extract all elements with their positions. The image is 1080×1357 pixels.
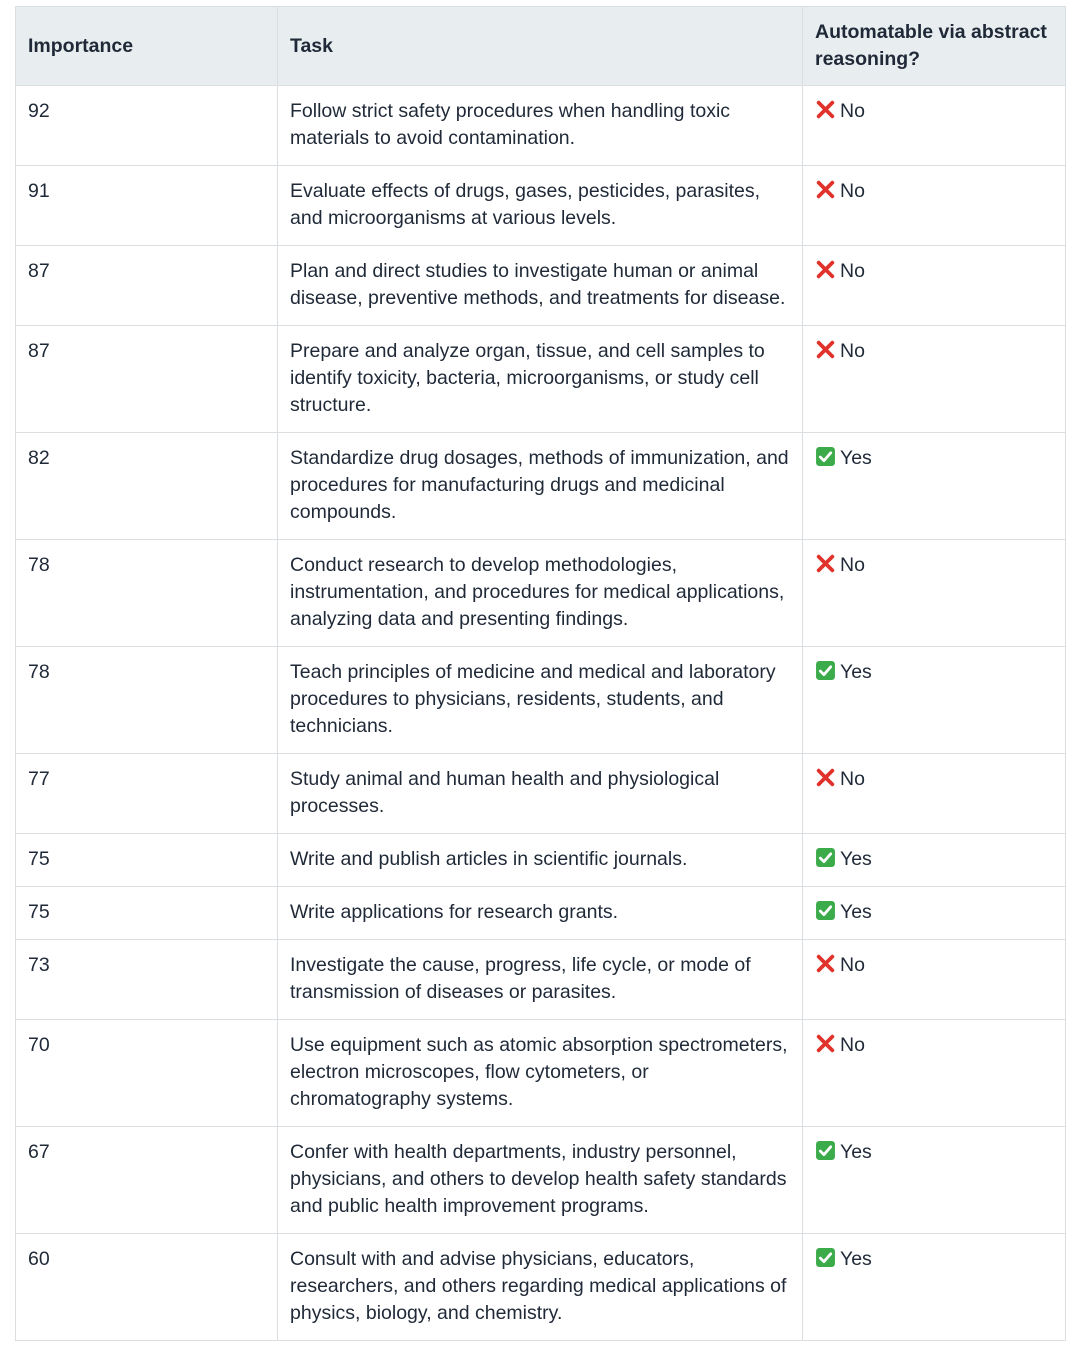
task-cell: Plan and direct studies to investigate human or animal disease, preventive methods, and treatments for disease. bbox=[278, 246, 803, 326]
automatable-cell bbox=[803, 834, 1066, 887]
automatable-cell bbox=[803, 754, 1066, 834]
automatable-verdict: Yes bbox=[840, 661, 872, 683]
check-mark-icon bbox=[815, 900, 836, 921]
task-table bbox=[15, 6, 1066, 1341]
importance-cell: 82 bbox=[16, 433, 278, 540]
table-row bbox=[16, 834, 1066, 887]
table-row bbox=[16, 166, 1066, 246]
importance-cell: 60 bbox=[16, 1234, 278, 1341]
cross-mark-icon bbox=[815, 259, 836, 280]
cross-mark-icon bbox=[815, 953, 836, 974]
importance-cell: 75 bbox=[16, 834, 278, 887]
automatable-verdict: No bbox=[840, 954, 865, 976]
automatable-cell bbox=[803, 540, 1066, 647]
task-cell: Study animal and human health and physiological processes. bbox=[278, 754, 803, 834]
importance-cell: 75 bbox=[16, 887, 278, 940]
task-cell: Prepare and analyze organ, tissue, and cell samples to identify toxicity, bacteria, microorganisms, or study cell structure. bbox=[278, 326, 803, 433]
automatable-cell bbox=[803, 940, 1066, 1020]
task-cell: Conduct research to develop methodologies, instrumentation, and procedures for medical applications, analyzing data and presenting findings. bbox=[278, 540, 803, 647]
table-container bbox=[15, 6, 1065, 1341]
task-cell: Teach principles of medicine and medical and laboratory procedures to physicians, residents, students, and technicians. bbox=[278, 647, 803, 754]
cross-mark-icon bbox=[815, 339, 836, 360]
importance-cell: 78 bbox=[16, 540, 278, 647]
task-cell: Use equipment such as atomic absorption spectrometers, electron microscopes, flow cytometers, or chromatography systems. bbox=[278, 1020, 803, 1127]
importance-cell: 87 bbox=[16, 246, 278, 326]
automatable-verdict: No bbox=[840, 100, 865, 122]
check-mark-icon bbox=[815, 660, 836, 681]
check-mark-icon bbox=[815, 847, 836, 868]
importance-cell: 67 bbox=[16, 1127, 278, 1234]
automatable-cell bbox=[803, 433, 1066, 540]
task-cell: Follow strict safety procedures when handling toxic materials to avoid contamination. bbox=[278, 86, 803, 166]
importance-cell: 92 bbox=[16, 86, 278, 166]
cross-mark-icon bbox=[815, 767, 836, 788]
table-row bbox=[16, 86, 1066, 166]
automatable-cell bbox=[803, 86, 1066, 166]
automatable-verdict: No bbox=[840, 340, 865, 362]
importance-cell: 87 bbox=[16, 326, 278, 433]
table-row bbox=[16, 940, 1066, 1020]
automatable-cell bbox=[803, 647, 1066, 754]
header-task: Task bbox=[278, 7, 803, 86]
cross-mark-icon bbox=[815, 179, 836, 200]
automatable-verdict: No bbox=[840, 768, 865, 790]
task-cell: Standardize drug dosages, methods of immunization, and procedures for manufacturing drugs and medicinal compounds. bbox=[278, 433, 803, 540]
cross-mark-icon bbox=[815, 99, 836, 120]
automatable-cell bbox=[803, 246, 1066, 326]
table-row bbox=[16, 433, 1066, 540]
task-cell: Evaluate effects of drugs, gases, pesticides, parasites, and microorganisms at various levels. bbox=[278, 166, 803, 246]
importance-cell: 70 bbox=[16, 1020, 278, 1127]
table-header bbox=[16, 7, 1066, 86]
automatable-cell bbox=[803, 1127, 1066, 1234]
automatable-verdict: No bbox=[840, 1034, 865, 1056]
automatable-cell bbox=[803, 166, 1066, 246]
automatable-verdict: Yes bbox=[840, 1141, 872, 1163]
automatable-verdict: No bbox=[840, 554, 865, 576]
table-body bbox=[16, 86, 1066, 1341]
automatable-cell bbox=[803, 887, 1066, 940]
importance-cell: 73 bbox=[16, 940, 278, 1020]
automatable-verdict: Yes bbox=[840, 1248, 872, 1270]
table-row bbox=[16, 1020, 1066, 1127]
table-row bbox=[16, 326, 1066, 433]
header-importance: Importance bbox=[16, 7, 278, 86]
table-row bbox=[16, 887, 1066, 940]
table-row bbox=[16, 1127, 1066, 1234]
table-row bbox=[16, 647, 1066, 754]
check-mark-icon bbox=[815, 1247, 836, 1268]
check-mark-icon bbox=[815, 1140, 836, 1161]
header-automatable: Automatable via abstract reasoning? bbox=[803, 7, 1066, 86]
table-row bbox=[16, 1234, 1066, 1341]
task-cell: Investigate the cause, progress, life cycle, or mode of transmission of diseases or parasites. bbox=[278, 940, 803, 1020]
cross-mark-icon bbox=[815, 553, 836, 574]
automatable-verdict: No bbox=[840, 180, 865, 202]
cross-mark-icon bbox=[815, 1033, 836, 1054]
check-mark-icon bbox=[815, 446, 836, 467]
header-row bbox=[16, 7, 1066, 86]
automatable-verdict: No bbox=[840, 260, 865, 282]
importance-cell: 78 bbox=[16, 647, 278, 754]
table-row bbox=[16, 246, 1066, 326]
automatable-cell bbox=[803, 326, 1066, 433]
task-cell: Consult with and advise physicians, educators, researchers, and others regarding medical applications of physics, biology, and chemistry. bbox=[278, 1234, 803, 1341]
automatable-verdict: Yes bbox=[840, 447, 872, 469]
task-cell: Write applications for research grants. bbox=[278, 887, 803, 940]
task-cell: Confer with health departments, industry personnel, physicians, and others to develop health safety standards and public health improvement programs. bbox=[278, 1127, 803, 1234]
table-row bbox=[16, 540, 1066, 647]
task-cell: Write and publish articles in scientific journals. bbox=[278, 834, 803, 887]
automatable-cell bbox=[803, 1020, 1066, 1127]
automatable-cell bbox=[803, 1234, 1066, 1341]
importance-cell: 77 bbox=[16, 754, 278, 834]
importance-cell: 91 bbox=[16, 166, 278, 246]
table-row bbox=[16, 754, 1066, 834]
automatable-verdict: Yes bbox=[840, 848, 872, 870]
automatable-verdict: Yes bbox=[840, 901, 872, 923]
